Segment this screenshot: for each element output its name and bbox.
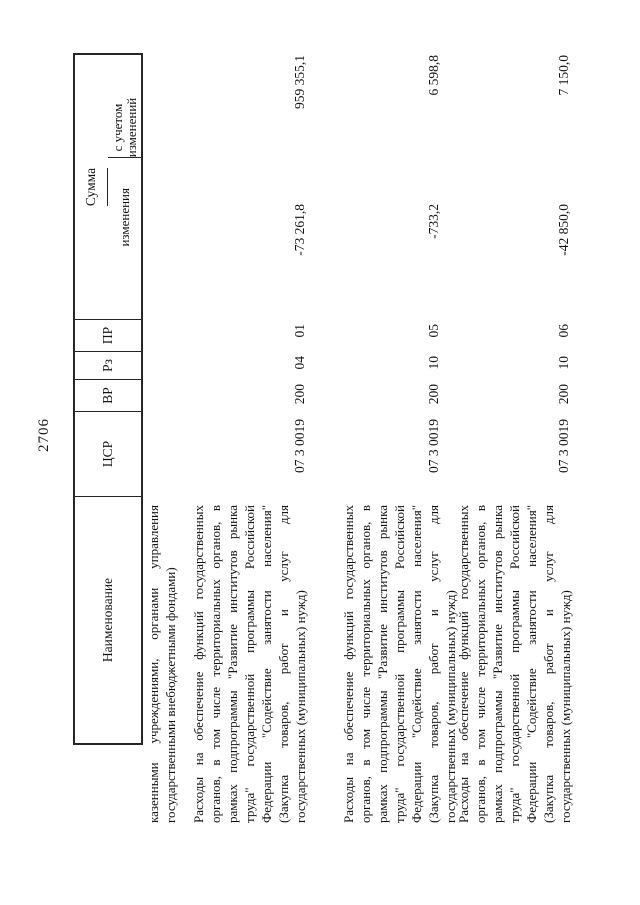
sum-change-value: -733,2: [426, 204, 441, 239]
column-header-csr: ЦСР: [75, 411, 141, 496]
column-header-sum-total: [108, 98, 141, 158]
name-line: труда" государственной программы Российской: [392, 505, 407, 823]
rz-value: 10: [426, 356, 441, 370]
table-row: [455, 505, 574, 823]
name-line: Федерации "Содействие занятости населения": [409, 505, 424, 823]
name-line: государственных (муниципальных) нужд): [443, 590, 458, 823]
name-line: органов, в том числе территориальных органов, в: [473, 505, 488, 823]
column-header-vr: ВР: [75, 379, 141, 411]
name-line: государственных (муниципальных) нужд): [558, 590, 573, 823]
column-header-rz: Рз: [75, 351, 141, 379]
csr-value: 07 3 0019: [556, 419, 571, 473]
csr-value: 07 3 0019: [292, 419, 307, 473]
name-line: государственными внебюджетными фондами): [163, 567, 178, 823]
row-values: [556, 53, 573, 497]
name-line: (Закупка товаров, работ и услуг для: [276, 505, 291, 823]
pr-value: 06: [556, 324, 571, 338]
sum-total-line1: с учетом: [109, 103, 125, 152]
table-row: [340, 505, 459, 823]
rz-value: 10: [556, 356, 571, 370]
name-line: Расходы на обеспечение функций государственных: [341, 505, 356, 823]
name-line: рамках подпрограммы "Развитие институтов рынка: [225, 505, 240, 823]
name-line: (Закупка товаров, работ и услуг для: [541, 505, 556, 823]
name-line: Расходы на обеспечение функций государственных: [191, 505, 206, 823]
sum-total-line2: изменений: [123, 97, 139, 158]
sum-total-value: 959 355,1: [292, 55, 307, 109]
name-line: труда" государственной программы Российской: [242, 505, 257, 823]
column-header-sum-change: изменения: [108, 157, 141, 276]
column-header-pr: ПР: [75, 319, 141, 351]
name-line: Федерации "Содействие занятости населения": [259, 505, 274, 823]
name-line: рамках подпрограммы "Развитие институтов рынка: [490, 505, 505, 823]
pr-value: 05: [426, 324, 441, 338]
page-number: 2706: [36, 418, 52, 452]
name-line: (Закупка товаров, работ и услуг для: [426, 505, 441, 823]
vr-value: 200: [292, 384, 307, 405]
rz-value: 04: [292, 356, 307, 370]
name-line: государственных (муниципальных) нужд): [293, 590, 308, 823]
name-line: рамках подпрограммы "Развитие институтов рынка: [375, 505, 390, 823]
csr-value: 07 3 0019: [426, 419, 441, 473]
name-line: органов, в том числе территориальных органов, в: [208, 505, 223, 823]
pr-value: 01: [292, 324, 307, 338]
table-header: [73, 53, 143, 745]
name-line: Федерации "Содействие занятости населения": [524, 505, 539, 823]
name-line: труда" государственной программы Российской: [507, 505, 522, 823]
vr-value: 200: [426, 384, 441, 405]
row-values: [426, 53, 443, 497]
sum-subheaders: [108, 98, 141, 277]
name-line: Расходы на обеспечение функций государственных: [456, 505, 471, 823]
row-values: [292, 53, 309, 497]
sum-total-value: 7 150,0: [556, 55, 571, 96]
sum-change-value: -42 850,0: [556, 204, 571, 256]
table-row: [190, 505, 309, 823]
sum-total-value: 6 598,8: [426, 55, 441, 96]
column-header-name: Наименование: [75, 496, 141, 743]
name-line: казенными учреждениями, органами управления: [146, 505, 161, 823]
table-row-continuation: [145, 505, 179, 823]
name-line: органов, в том числе территориальных органов, в: [358, 505, 373, 823]
sum-change-value: -73 261,8: [292, 204, 307, 256]
vr-value: 200: [556, 384, 571, 405]
column-header-sum: Сумма: [75, 168, 108, 206]
column-header-sum-group: [75, 55, 141, 319]
